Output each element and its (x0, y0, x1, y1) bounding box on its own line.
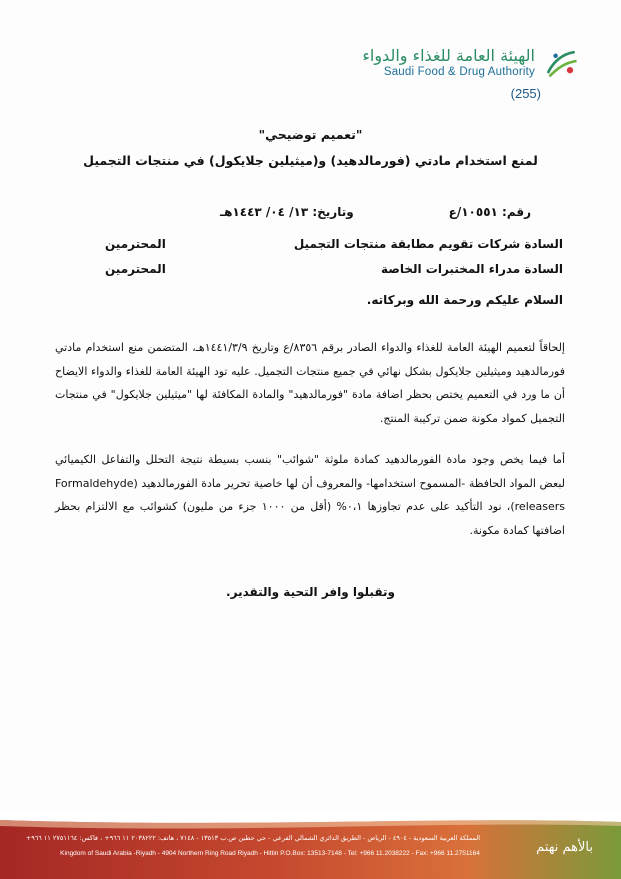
sfda-emblem-icon (543, 45, 579, 81)
footer-address-english: Kingdom of Saudi Arabia -Riyadh - 4904 Northern Ring Road Riyadh - Hittin P.O.Box: 13513-7148 - Tel: +966 11.2038222 - Fax: +966 11.2751164 (60, 850, 480, 857)
reference-date: وتاريخ: ١٣/ ٠٤/ ١٤٤٣هـ (220, 205, 354, 219)
logo-arabic-name: الهيئة العامة للغذاء والدواء (362, 46, 535, 65)
logo-text (362, 47, 535, 79)
body-paragraph-2: أما فيما يخص وجود مادة الفورمالدهيد كمادة ملوثة "شوائب" بنسب بسيطة نتيجة التحلل والتفاعل الكيميائي لبعض المواد الحافظة -المسموح استخدامها- والمعروف أن لها خاصية تحرير مادة الفورمالدهيد (Formaldehyde releasers)، نود التأكيد على عدم تجاوزها ٠،١% (أقل من ١٠٠٠ جزء من مليون) كشوائب مع الالتزام بحظر اضافتها كمادة مكونة. (55, 453, 566, 537)
sfda-logo (279, 40, 579, 86)
greeting: السلام عليكم ورحمة الله وبركاته. (366, 293, 563, 307)
addressee-2: السادة مدراء المختبرات الخاصة (380, 262, 563, 276)
logo-english-name: Saudi Food & Drug Authority (383, 66, 535, 78)
letter-title: "تعميم توضيحي" (258, 127, 363, 142)
letter-subtitle: لمنع استخدام مادتي (فورمالدهيد) و(ميثيلين جلايكول) في منتجات التجميل (83, 153, 538, 168)
footer-address-arabic: المملكة العربية السعودية - ٤٩٠٤ - الرياض - الطريق الدائري الشمالي الفرعي - حي حطين ص.ب ١٣٥١٣ - ٧١٤٨ ، هاتف: ٢٠٣٨٢٢٢ ١١ ٩٦٦+ ، فاكس: ٢٧٥١١٦٤ ١١ ٩٦٦+ (25, 834, 480, 842)
footer-band (0, 812, 621, 879)
document-number: (255) (510, 86, 541, 101)
reference-row (220, 205, 531, 219)
addressee-1: السادة شركات تقويم مطابقة منتجات التجميل (293, 237, 563, 251)
addressee-line-1 (105, 237, 563, 251)
addressee-line-2 (105, 262, 563, 276)
addressee-1-honorific: المحترمين (105, 237, 166, 251)
body-paragraph-1: إلحاقاً لتعميم الهيئة العامة للغذاء والدواء الصادر برقم ٨٣٥٦/ع وتاريخ ١٤٤١/٣/٩هـ، المتضمن منع استخدام مادتي فورمالدهيد وميثيلين جلايكول بشكل نهائي في جميع منتجات التجميل. عليه تود الهيئة العامة للغذاء والدواء الايضاح أن ما ورد في التعميم يختص بحظر اضافة مادة "فورمالدهيد" والمادة المكافئة لها "ميثيلين جلايكول" في منتجات التجميل كمواد مكونة ضمن تركيبة المنتج. (55, 341, 565, 425)
reference-number: رقم: ١٠٥٥١/ع (448, 205, 531, 219)
footer-wave-decoration (0, 812, 621, 879)
closing-line: وتقبلوا وافر التحية والتقدير. (226, 585, 395, 599)
footer-slogan: بالأهم نهتم (536, 840, 593, 855)
addressee-2-honorific: المحترمين (105, 262, 166, 276)
